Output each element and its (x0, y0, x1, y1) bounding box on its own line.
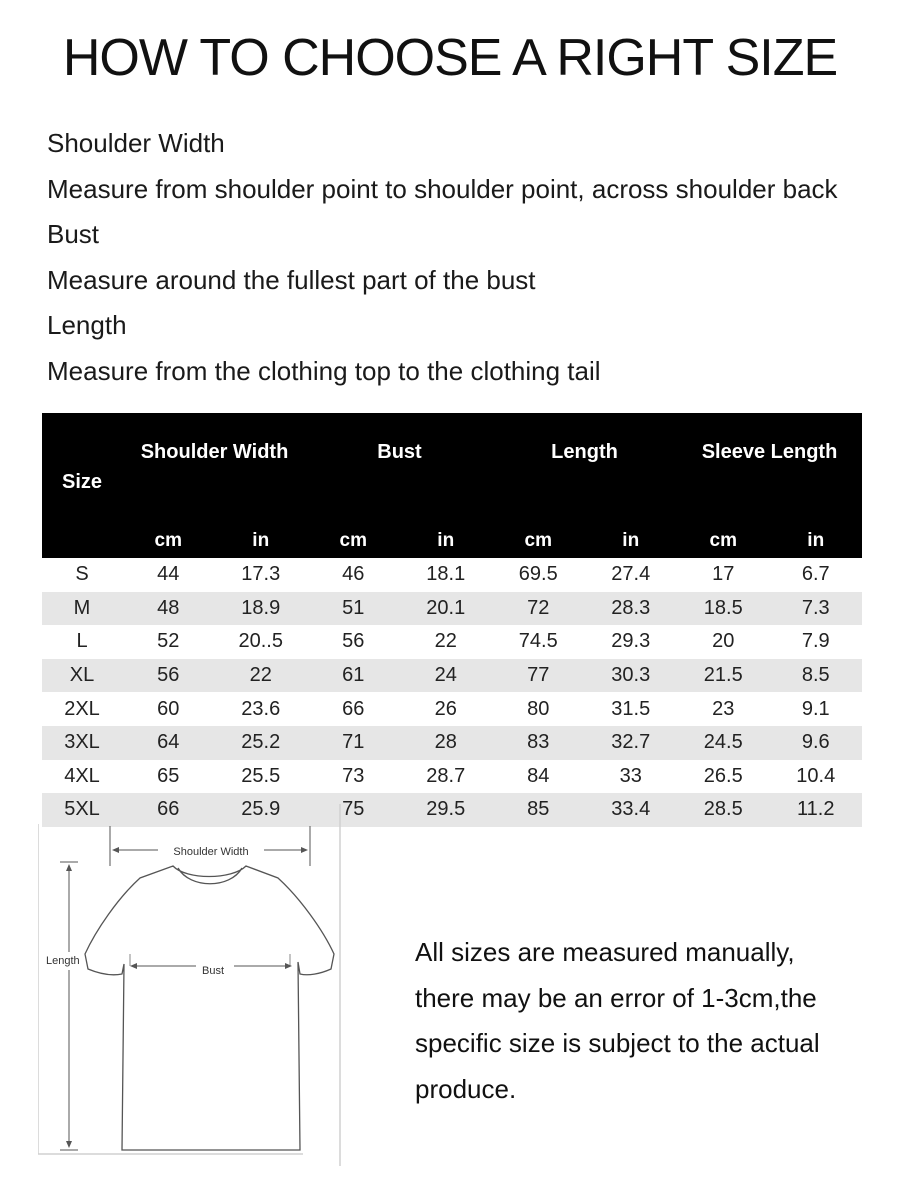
table-cell: 20..5 (238, 630, 283, 653)
table-cell: 25.9 (215, 793, 308, 827)
note-line: produce. (415, 1073, 517, 1104)
table-cell: 29.3 (611, 630, 651, 653)
table-cell: 9.1 (801, 697, 830, 720)
table-cell: 61 (307, 659, 400, 693)
table-cell: 85 (492, 793, 585, 827)
size-cell: 2XL (64, 697, 100, 720)
instruction-text-length: Measure from the clothing top to the clothing tail (47, 355, 601, 386)
table-row (42, 558, 862, 592)
table-cell: 24 (400, 659, 493, 693)
size-cell: XL (42, 659, 122, 693)
length-header: Length (492, 413, 677, 524)
instruction-heading-length: Length (47, 310, 127, 340)
instruction-text-bust: Measure around the fullest part of the bust (47, 264, 536, 295)
table-cell: 18.9 (215, 592, 308, 626)
table-cell: 66 (342, 697, 365, 720)
shoulder-width-header: Shoulder Width (122, 413, 307, 524)
length-arrowhead-top (66, 864, 72, 871)
table-cell: 21.5 (677, 659, 770, 693)
shoulder-arrowhead-left (112, 847, 119, 853)
table-cell: 31.5 (611, 697, 651, 720)
table-cell: 71 (307, 726, 400, 760)
table-cell: 74.5 (518, 630, 558, 653)
table-cell: 84 (527, 764, 550, 787)
table-row (42, 625, 862, 659)
table-cell: 48 (122, 592, 215, 626)
table-cell: 69.5 (518, 563, 558, 586)
table-cell: 26 (434, 697, 457, 720)
tshirt-outline (85, 866, 334, 1150)
table-cell: 27.4 (611, 563, 651, 586)
table-cell: 25.5 (241, 764, 281, 787)
table-cell: 8.5 (770, 659, 863, 693)
instruction-heading-bust: Bust (47, 219, 100, 249)
table-cell: 7.3 (770, 592, 863, 626)
table-row (42, 692, 862, 726)
unit-header: in (215, 524, 308, 558)
tshirt-measurement-diagram (38, 804, 343, 1166)
size-cell: 3XL (42, 726, 122, 760)
table-row (42, 760, 862, 794)
size-cell: 4XL (64, 764, 100, 787)
table-cell: 66 (122, 793, 215, 827)
table-cell: 83 (492, 726, 585, 760)
measurement-note (415, 930, 865, 1112)
table-cell: 18.5 (677, 592, 770, 626)
table-cell: 51 (307, 592, 400, 626)
table-cell: 22 (215, 659, 308, 693)
note-line: specific size is subject to the actual (415, 1028, 820, 1058)
table-cell: 28.5 (677, 793, 770, 827)
table-unit-header-row (42, 524, 862, 558)
sleeve-length-header: Sleeve Length (677, 413, 862, 524)
table-cell: 44 (157, 563, 180, 586)
size-cell: S (75, 563, 89, 586)
table-cell: 32.7 (585, 726, 678, 760)
page-title: HOW TO CHOOSE A RIGHT SIZE (62, 29, 838, 87)
table-cell: 20 (712, 630, 735, 653)
table-cell: 46 (342, 563, 365, 586)
table-cell: 72 (492, 592, 585, 626)
table-cell: 10.4 (796, 764, 836, 787)
table-cell: 26.5 (703, 764, 743, 787)
size-column-header: Size (42, 413, 122, 524)
unit-header-spacer (42, 524, 122, 558)
table-row (42, 726, 862, 760)
table-cell: 28 (400, 726, 493, 760)
table-cell: 6.7 (801, 563, 830, 586)
table-row (42, 592, 862, 626)
bust-header: Bust (307, 413, 492, 524)
length-label: Length (46, 955, 80, 967)
bust-label: Bust (201, 965, 225, 977)
table-cell: 75 (307, 793, 400, 827)
table-cell: 17.3 (241, 563, 281, 586)
table-cell: 30.3 (585, 659, 678, 693)
length-arrowhead-bottom (66, 1141, 72, 1148)
unit-header: in (770, 524, 863, 558)
table-cell: 22 (434, 630, 457, 653)
table-cell: 65 (157, 764, 180, 787)
size-cell: L (76, 630, 88, 653)
size-cell: M (42, 592, 122, 626)
unit-header: in (585, 524, 678, 558)
table-cell: 28.7 (426, 764, 466, 787)
table-cell: 18.1 (426, 563, 466, 586)
table-cell: 33.4 (585, 793, 678, 827)
table-cell: 64 (122, 726, 215, 760)
unit-header: cm (677, 524, 770, 558)
unit-header: cm (122, 524, 215, 558)
shoulder-width-label: Shoulder Width (173, 846, 249, 858)
measurement-instructions (47, 126, 838, 399)
unit-header: cm (492, 524, 585, 558)
table-cell: 56 (342, 630, 365, 653)
table-cell: 33 (619, 764, 642, 787)
table-cell: 52 (157, 630, 180, 653)
table-cell: 77 (492, 659, 585, 693)
table-cell: 56 (122, 659, 215, 693)
instruction-text-shoulder: Measure from shoulder point to shoulder point, across shoulder back (47, 173, 838, 204)
table-cell: 80 (527, 697, 550, 720)
unit-header: cm (307, 524, 400, 558)
instruction-heading-shoulder: Shoulder Width (47, 128, 225, 158)
shoulder-arrowhead-right (301, 847, 308, 853)
table-cell: 73 (342, 764, 365, 787)
table-cell: 7.9 (801, 630, 830, 653)
table-cell: 28.3 (585, 592, 678, 626)
note-line: All sizes are measured manually, (415, 937, 795, 967)
table-cell: 23.6 (241, 697, 281, 720)
table-cell: 60 (157, 697, 180, 720)
tshirt-diagram-svg (38, 804, 343, 1166)
table-cell: 11.2 (770, 793, 863, 827)
table-cell: 23 (712, 697, 735, 720)
table-cell: 17 (712, 563, 735, 586)
table-cell: 29.5 (400, 793, 493, 827)
unit-header: in (400, 524, 493, 558)
table-group-header-row (42, 413, 862, 524)
table-cell: 24.5 (677, 726, 770, 760)
table-cell: 20.1 (400, 592, 493, 626)
size-cell: 5XL (42, 793, 122, 827)
table-cell: 9.6 (770, 726, 863, 760)
size-chart-table (42, 413, 862, 827)
table-cell: 25.2 (215, 726, 308, 760)
table-row (42, 659, 862, 693)
note-line: there may be an error of 1-3cm,the (415, 982, 817, 1013)
